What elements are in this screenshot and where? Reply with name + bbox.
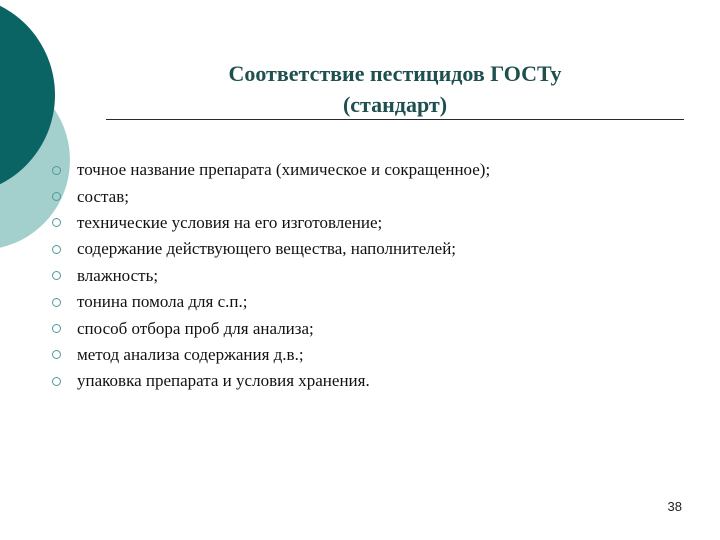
hollow-circle-icon [52,377,61,386]
list-item [50,157,490,183]
hollow-circle-icon [52,271,61,280]
list-item-text: упаковка препарата и условия хранения. [77,371,370,391]
list-item-text: тонина помола для с.п.; [77,292,248,312]
list-item [50,183,490,209]
hollow-circle-icon [52,245,61,254]
list-item-text: точное название препарата (химическое и сокращенное); [77,160,491,180]
page-number: 38 [667,499,682,514]
title-line: Соответствие пестицидов ГОСТу [228,61,562,86]
title-divider [106,119,684,120]
list-item [50,236,490,262]
slide-title [150,58,640,120]
list-item [50,210,490,236]
title-line: (стандарт) [342,92,448,117]
bullet-list [50,157,490,395]
hollow-circle-icon [52,324,61,333]
list-item [50,289,490,315]
list-item [50,368,490,394]
list-item-text: способ отбора проб для анализа; [77,318,314,338]
list-item-text: состав; [77,186,129,206]
hollow-circle-icon [52,350,61,359]
list-item-text: влажность; [77,265,159,285]
list-item-text: технические условия на его изготовление; [77,212,383,232]
hollow-circle-icon [52,192,61,201]
list-item [50,315,490,341]
hollow-circle-icon [52,218,61,227]
hollow-circle-icon [52,166,61,175]
hollow-circle-icon [52,298,61,307]
list-item [50,263,490,289]
list-item [50,342,490,368]
list-item-text: содержание действующего вещества, наполнителей; [77,239,457,259]
list-item-text: метод анализа содержания д.в.; [77,344,304,364]
